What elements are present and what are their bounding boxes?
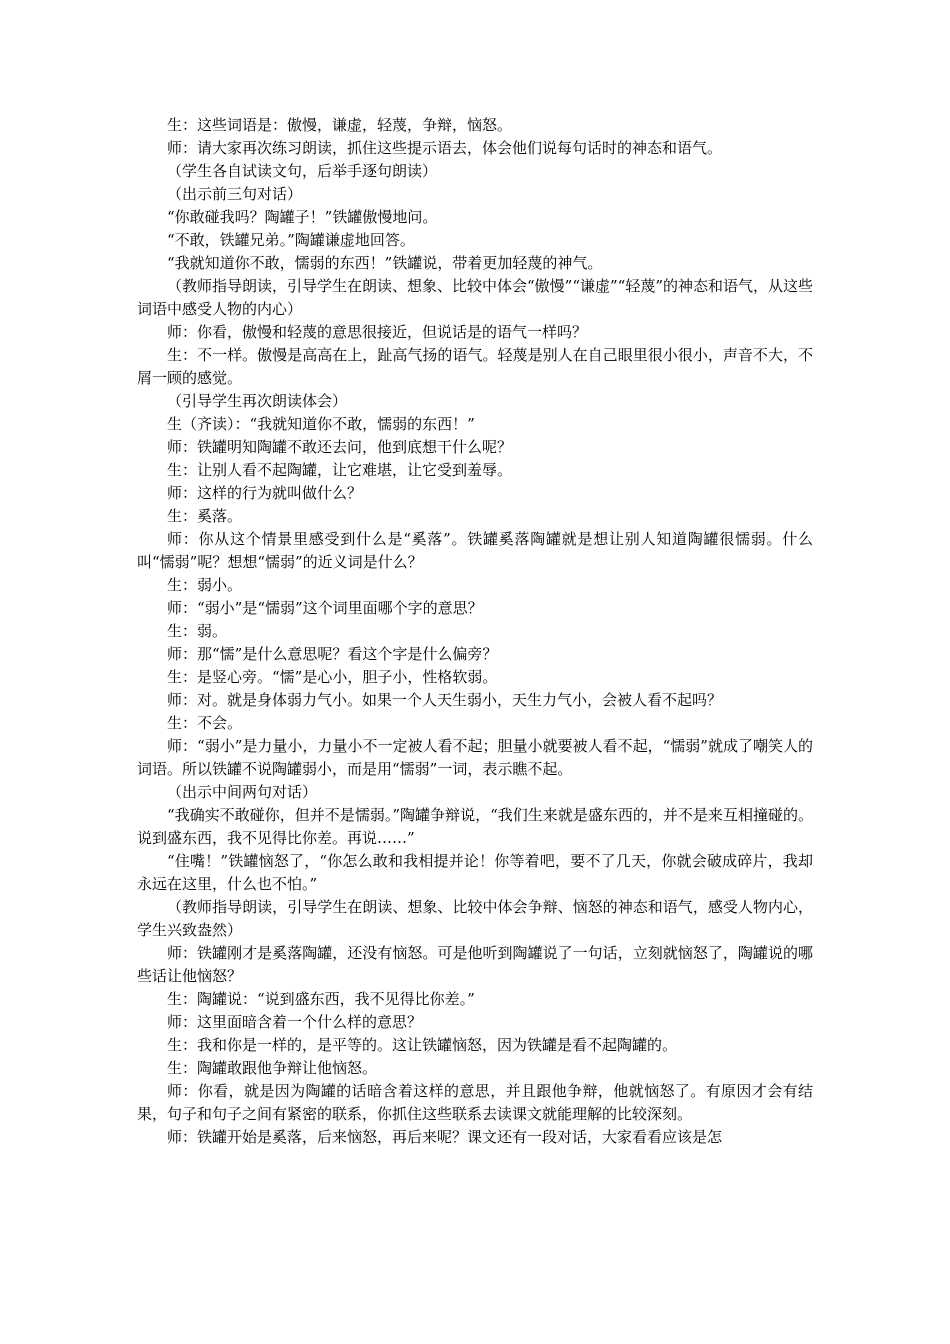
paragraph: “住嘴！”铁罐恼怒了，“你怎么敢和我相提并论！你等着吧，要不了几天，你就会破成碎片，我却永远在这里，什么也不怕。” bbox=[137, 852, 813, 893]
paragraph: 生：陶罐说：“说到盛东西，我不见得比你差。” bbox=[167, 990, 475, 1008]
paragraph: 师：你看，傲慢和轻蔑的意思很接近，但说话是的语气一样吗？ bbox=[167, 323, 588, 341]
paragraph: “不敢，铁罐兄弟。”陶罐谦虚地回答。 bbox=[167, 231, 415, 249]
paragraph: 生：不一样。傲慢是高高在上，趾高气扬的语气。轻蔑是别人在自己眼里很小很小，声音不大，不屑一顾的感觉。 bbox=[137, 346, 813, 387]
paragraph: 师：你从这个情景里感受到什么是“奚落”。铁罐奚落陶罐就是想让别人知道陶罐很懦弱。什么叫“懦弱”呢？想想“懦弱”的近义词是什么？ bbox=[137, 530, 813, 571]
paragraph: 师：“弱小”是“懦弱”这个词里面哪个字的意思？ bbox=[167, 599, 483, 617]
paragraph: “我就知道你不敢，懦弱的东西！”铁罐说，带着更加轻蔑的神气。 bbox=[167, 254, 603, 272]
paragraph: （学生各自试读文句，后举手逐句朗读） bbox=[167, 162, 438, 180]
paragraph: 生：不会。 bbox=[167, 714, 243, 732]
paragraph: 师：对。就是身体弱力气小。如果一个人天生弱小，天生力气小，会被人看不起吗？ bbox=[167, 691, 723, 709]
paragraph: 师：请大家再次练习朗读，抓住这些提示语去，体会他们说每句话时的神态和语气。 bbox=[167, 139, 723, 157]
paragraph: 生：弱。 bbox=[167, 622, 228, 640]
document-body bbox=[137, 114, 813, 1149]
paragraph: 生：这些词语是：傲慢，谦虚，轻蔑，争辩，恼怒。 bbox=[167, 116, 513, 134]
paragraph: 师：这样的行为就叫做什么？ bbox=[167, 484, 363, 502]
paragraph: 生：我和你是一样的，是平等的。这让铁罐恼怒，因为铁罐是看不起陶罐的。 bbox=[167, 1036, 678, 1054]
paragraph: （教师指导朗读，引导学生在朗读、想象、比较中体会争辩、恼怒的神态和语气，感受人物内心，学生兴致盎然） bbox=[137, 898, 813, 939]
paragraph: 师：你看，就是因为陶罐的话暗含着这样的意思，并且跟他争辩，他就恼怒了。有原因才会有结果，句子和句子之间有紧密的联系，你抓住这些联系去读课文就能理解的比较深刻。 bbox=[137, 1082, 813, 1123]
paragraph: （教师指导朗读，引导学生在朗读、想象、比较中体会“傲慢”“谦虚”“轻蔑”的神态和语气，从这些词语中感受人物的内心） bbox=[137, 277, 814, 318]
paragraph: 生：陶罐敢跟他争辩让他恼怒。 bbox=[167, 1059, 378, 1077]
paragraph: （出示前三句对话） bbox=[167, 185, 303, 203]
paragraph: 生（齐读）：“我就知道你不敢，懦弱的东西！” bbox=[167, 415, 475, 433]
paragraph: （出示中间两句对话） bbox=[167, 783, 318, 801]
paragraph: 生：让别人看不起陶罐，让它难堪，让它受到羞辱。 bbox=[167, 461, 513, 479]
paragraph: “你敢碰我吗？陶罐子！”铁罐傲慢地问。 bbox=[167, 208, 438, 226]
paragraph: 生：弱小。 bbox=[167, 576, 243, 594]
paragraph: 生：奚落。 bbox=[167, 507, 243, 525]
paragraph: 师：这里面暗含着一个什么样的意思？ bbox=[167, 1013, 423, 1031]
paragraph: 师：“弱小”是力量小，力量小不一定被人看不起；胆量小就要被人看不起，“懦弱”就成了嘲笑人的词语。所以铁罐不说陶罐弱小，而是用“懦弱”一词，表示瞧不起。 bbox=[137, 737, 813, 778]
paragraph: 生：是竖心旁。“懦”是心小，胆子小，性格软弱。 bbox=[167, 668, 498, 686]
paragraph: 师：铁罐明知陶罐不敢还去问，他到底想干什么呢？ bbox=[167, 438, 513, 456]
paragraph: 师：那“懦”是什么意思呢？看这个字是什么偏旁？ bbox=[167, 645, 498, 663]
paragraph: 师：铁罐开始是奚落，后来恼怒，再后来呢？课文还有一段对话，大家看看应该是怎 bbox=[167, 1128, 723, 1146]
paragraph: “我确实不敢碰你，但并不是懦弱。”陶罐争辩说，“我们生来就是盛东西的，并不是来互相撞碰的。说到盛东西，我不见得比你差。再说……” bbox=[137, 806, 813, 847]
paragraph: 师：铁罐刚才是奚落陶罐，还没有恼怒。可是他听到陶罐说了一句话，立刻就恼怒了，陶罐说的哪些话让他恼怒？ bbox=[137, 944, 813, 985]
paragraph: （引导学生再次朗读体会） bbox=[167, 392, 348, 410]
